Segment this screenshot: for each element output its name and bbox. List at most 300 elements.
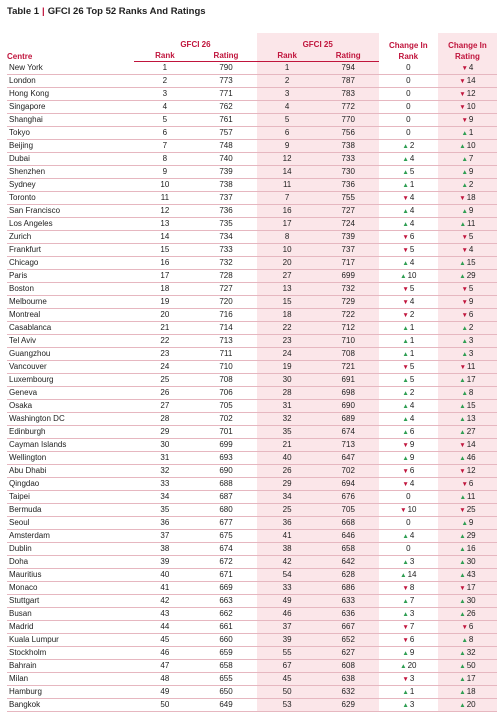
cell-centre: Wellington bbox=[7, 451, 134, 464]
cell-rank-26: 37 bbox=[134, 529, 195, 542]
cell-change-rank: ▲ 7 bbox=[379, 594, 438, 607]
cell-rank-26: 2 bbox=[134, 74, 195, 87]
cell-change-rank: ▲ 4 bbox=[379, 412, 438, 425]
cell-rank-26: 24 bbox=[134, 360, 195, 373]
cell-rank-26: 49 bbox=[134, 685, 195, 698]
cell-rank-26: 23 bbox=[134, 347, 195, 360]
cell-centre: Singapore bbox=[7, 100, 134, 113]
header-rank-26: Rank bbox=[134, 50, 195, 62]
table-row bbox=[7, 477, 497, 490]
table-row bbox=[7, 620, 497, 633]
header-change-rating: Change In Rating bbox=[438, 33, 497, 62]
header-centre: Centre bbox=[7, 51, 33, 61]
cell-rating-26: 714 bbox=[195, 321, 256, 334]
cell-rating-26: 708 bbox=[195, 373, 256, 386]
table-row bbox=[7, 516, 497, 529]
cell-rank-25: 9 bbox=[257, 139, 318, 152]
cell-rating-26: 713 bbox=[195, 334, 256, 347]
cell-rating-26: 732 bbox=[195, 256, 256, 269]
cell-rating-26: 672 bbox=[195, 555, 256, 568]
cell-rating-26: 748 bbox=[195, 139, 256, 152]
cell-rating-26: 687 bbox=[195, 490, 256, 503]
cell-change-rank: ▼ 4 bbox=[379, 477, 438, 490]
cell-rank-26: 17 bbox=[134, 269, 195, 282]
cell-rating-25: 699 bbox=[318, 269, 379, 282]
caption-label: Table 1 bbox=[7, 6, 40, 17]
cell-change-rating: ▲ 13 bbox=[438, 412, 497, 425]
cell-rating-25: 783 bbox=[318, 87, 379, 100]
cell-rank-25: 13 bbox=[257, 282, 318, 295]
cell-change-rank: ▲ 4 bbox=[379, 217, 438, 230]
table-row bbox=[7, 373, 497, 386]
cell-change-rank: ▲ 4 bbox=[379, 256, 438, 269]
cell-change-rank: ▼ 8 bbox=[379, 581, 438, 594]
cell-rank-25: 21 bbox=[257, 438, 318, 451]
cell-centre: Shanghai bbox=[7, 113, 134, 126]
table-body bbox=[7, 62, 497, 712]
cell-change-rating: ▲ 43 bbox=[438, 568, 497, 581]
cell-rank-25: 26 bbox=[257, 464, 318, 477]
cell-rank-25: 40 bbox=[257, 451, 318, 464]
cell-rank-25: 49 bbox=[257, 594, 318, 607]
cell-rank-25: 32 bbox=[257, 412, 318, 425]
table-row bbox=[7, 74, 497, 87]
cell-change-rating: ▲ 18 bbox=[438, 685, 497, 698]
cell-rank-25: 14 bbox=[257, 165, 318, 178]
cell-change-rating: ▼ 11 bbox=[438, 360, 497, 373]
cell-change-rank: ▲ 5 bbox=[379, 165, 438, 178]
cell-centre: Hong Kong bbox=[7, 87, 134, 100]
cell-rating-26: 790 bbox=[195, 62, 256, 75]
cell-rating-26: 662 bbox=[195, 607, 256, 620]
cell-change-rank: ▼ 5 bbox=[379, 243, 438, 256]
cell-change-rank: ▼ 7 bbox=[379, 620, 438, 633]
table-row bbox=[7, 256, 497, 269]
cell-change-rating: ▲ 30 bbox=[438, 555, 497, 568]
cell-rating-26: 773 bbox=[195, 74, 256, 87]
cell-change-rank: 0 bbox=[379, 62, 438, 75]
cell-change-rating: ▲ 17 bbox=[438, 672, 497, 685]
cell-centre: Edinburgh bbox=[7, 425, 134, 438]
cell-rank-25: 25 bbox=[257, 503, 318, 516]
cell-change-rank: 0 bbox=[379, 126, 438, 139]
cell-rating-26: 738 bbox=[195, 178, 256, 191]
cell-rank-25: 12 bbox=[257, 152, 318, 165]
cell-rating-25: 712 bbox=[318, 321, 379, 334]
cell-rating-26: 675 bbox=[195, 529, 256, 542]
table-row bbox=[7, 321, 497, 334]
cell-rating-26: 710 bbox=[195, 360, 256, 373]
cell-rank-25: 2 bbox=[257, 74, 318, 87]
cell-rating-25: 727 bbox=[318, 204, 379, 217]
cell-rank-25: 46 bbox=[257, 607, 318, 620]
cell-rank-26: 38 bbox=[134, 542, 195, 555]
cell-change-rank: ▲ 4 bbox=[379, 399, 438, 412]
cell-change-rating: ▼ 10 bbox=[438, 100, 497, 113]
table-row bbox=[7, 529, 497, 542]
cell-change-rating: ▲ 15 bbox=[438, 256, 497, 269]
cell-change-rank: 0 bbox=[379, 516, 438, 529]
cell-rank-26: 39 bbox=[134, 555, 195, 568]
table-row bbox=[7, 451, 497, 464]
cell-rank-26: 8 bbox=[134, 152, 195, 165]
cell-change-rank: ▲ 2 bbox=[379, 386, 438, 399]
table-row bbox=[7, 542, 497, 555]
cell-change-rank: 0 bbox=[379, 542, 438, 555]
cell-rank-26: 19 bbox=[134, 295, 195, 308]
cell-rank-25: 42 bbox=[257, 555, 318, 568]
cell-change-rating: ▼ 4 bbox=[438, 243, 497, 256]
cell-change-rating: ▲ 3 bbox=[438, 334, 497, 347]
cell-centre: Sydney bbox=[7, 178, 134, 191]
cell-rating-25: 755 bbox=[318, 191, 379, 204]
cell-rank-25: 39 bbox=[257, 633, 318, 646]
cell-rank-25: 30 bbox=[257, 373, 318, 386]
cell-rank-25: 16 bbox=[257, 204, 318, 217]
cell-change-rank: ▲ 1 bbox=[379, 334, 438, 347]
cell-change-rank: ▼ 2 bbox=[379, 308, 438, 321]
table-row bbox=[7, 685, 497, 698]
table-row bbox=[7, 360, 497, 373]
table-row bbox=[7, 295, 497, 308]
cell-rating-25: 772 bbox=[318, 100, 379, 113]
cell-change-rating: ▼ 12 bbox=[438, 87, 497, 100]
cell-change-rank: ▼ 5 bbox=[379, 282, 438, 295]
cell-rating-26: 677 bbox=[195, 516, 256, 529]
cell-rank-25: 55 bbox=[257, 646, 318, 659]
cell-rank-25: 10 bbox=[257, 243, 318, 256]
cell-rank-25: 34 bbox=[257, 490, 318, 503]
cell-change-rating: ▲ 7 bbox=[438, 152, 497, 165]
cell-change-rating: ▲ 11 bbox=[438, 217, 497, 230]
cell-centre: Doha bbox=[7, 555, 134, 568]
table-row bbox=[7, 87, 497, 100]
cell-rank-26: 32 bbox=[134, 464, 195, 477]
cell-centre: Chicago bbox=[7, 256, 134, 269]
cell-rating-25: 658 bbox=[318, 542, 379, 555]
cell-rating-25: 629 bbox=[318, 698, 379, 711]
table-row bbox=[7, 425, 497, 438]
table-row bbox=[7, 191, 497, 204]
cell-change-rank: ▲ 3 bbox=[379, 555, 438, 568]
table-row bbox=[7, 490, 497, 503]
cell-change-rating: ▲ 29 bbox=[438, 269, 497, 282]
cell-centre: Toronto bbox=[7, 191, 134, 204]
cell-change-rank: ▼ 4 bbox=[379, 295, 438, 308]
cell-rank-26: 16 bbox=[134, 256, 195, 269]
cell-change-rank: ▲ 1 bbox=[379, 347, 438, 360]
cell-rating-26: 716 bbox=[195, 308, 256, 321]
cell-rank-25: 28 bbox=[257, 386, 318, 399]
cell-centre: Seoul bbox=[7, 516, 134, 529]
table-row bbox=[7, 646, 497, 659]
cell-rank-26: 40 bbox=[134, 568, 195, 581]
table-row bbox=[7, 204, 497, 217]
cell-rating-26: 655 bbox=[195, 672, 256, 685]
cell-change-rating: ▲ 9 bbox=[438, 165, 497, 178]
cell-rank-25: 5 bbox=[257, 113, 318, 126]
cell-rank-25: 8 bbox=[257, 230, 318, 243]
cell-rank-25: 6 bbox=[257, 126, 318, 139]
cell-rank-26: 41 bbox=[134, 581, 195, 594]
cell-change-rating: ▲ 3 bbox=[438, 347, 497, 360]
cell-change-rank: ▲ 3 bbox=[379, 607, 438, 620]
cell-centre: Hamburg bbox=[7, 685, 134, 698]
cell-centre: Cayman Islands bbox=[7, 438, 134, 451]
cell-rating-25: 636 bbox=[318, 607, 379, 620]
table-row bbox=[7, 568, 497, 581]
cell-change-rank: ▼ 6 bbox=[379, 464, 438, 477]
cell-rank-25: 53 bbox=[257, 698, 318, 711]
cell-centre: San Francisco bbox=[7, 204, 134, 217]
cell-change-rank: ▼ 9 bbox=[379, 438, 438, 451]
cell-change-rating: ▼ 9 bbox=[438, 113, 497, 126]
cell-rating-26: 693 bbox=[195, 451, 256, 464]
cell-rank-25: 27 bbox=[257, 269, 318, 282]
cell-rating-26: 659 bbox=[195, 646, 256, 659]
cell-change-rating: ▲ 30 bbox=[438, 594, 497, 607]
cell-rating-25: 708 bbox=[318, 347, 379, 360]
cell-change-rank: ▲ 1 bbox=[379, 685, 438, 698]
cell-rank-25: 67 bbox=[257, 659, 318, 672]
cell-change-rating: ▼ 5 bbox=[438, 282, 497, 295]
cell-change-rating: ▼ 5 bbox=[438, 230, 497, 243]
cell-rank-25: 33 bbox=[257, 581, 318, 594]
cell-rank-26: 25 bbox=[134, 373, 195, 386]
cell-centre: Taipei bbox=[7, 490, 134, 503]
cell-rating-25: 674 bbox=[318, 425, 379, 438]
cell-rank-25: 22 bbox=[257, 321, 318, 334]
cell-change-rating: ▲ 2 bbox=[438, 321, 497, 334]
cell-rating-26: 737 bbox=[195, 191, 256, 204]
cell-rating-25: 694 bbox=[318, 477, 379, 490]
cell-rank-25: 17 bbox=[257, 217, 318, 230]
cell-rating-26: 720 bbox=[195, 295, 256, 308]
cell-change-rank: ▲ 10 bbox=[379, 269, 438, 282]
cell-centre: Stuttgart bbox=[7, 594, 134, 607]
cell-change-rating: ▼ 14 bbox=[438, 438, 497, 451]
cell-rating-25: 689 bbox=[318, 412, 379, 425]
cell-rating-26: 734 bbox=[195, 230, 256, 243]
cell-rating-26: 649 bbox=[195, 698, 256, 711]
cell-rank-25: 7 bbox=[257, 191, 318, 204]
cell-rank-26: 42 bbox=[134, 594, 195, 607]
cell-rank-25: 15 bbox=[257, 295, 318, 308]
cell-rating-25: 642 bbox=[318, 555, 379, 568]
cell-change-rating: ▲ 20 bbox=[438, 698, 497, 711]
cell-centre: Bangkok bbox=[7, 698, 134, 711]
cell-rating-26: 727 bbox=[195, 282, 256, 295]
cell-change-rating: ▲ 27 bbox=[438, 425, 497, 438]
cell-change-rating: ▲ 15 bbox=[438, 399, 497, 412]
cell-rank-26: 6 bbox=[134, 126, 195, 139]
cell-change-rank: ▲ 4 bbox=[379, 204, 438, 217]
cell-rank-26: 22 bbox=[134, 334, 195, 347]
cell-change-rating: ▲ 10 bbox=[438, 139, 497, 152]
table-row bbox=[7, 412, 497, 425]
header-gfci25: GFCI 25 bbox=[257, 33, 379, 50]
cell-rank-26: 18 bbox=[134, 282, 195, 295]
cell-change-rank: 0 bbox=[379, 490, 438, 503]
cell-rank-26: 33 bbox=[134, 477, 195, 490]
cell-rank-25: 3 bbox=[257, 87, 318, 100]
cell-centre: Stockholm bbox=[7, 646, 134, 659]
cell-rating-26: 688 bbox=[195, 477, 256, 490]
cell-rank-26: 31 bbox=[134, 451, 195, 464]
cell-rating-26: 690 bbox=[195, 464, 256, 477]
cell-rating-25: 686 bbox=[318, 581, 379, 594]
cell-rating-25: 730 bbox=[318, 165, 379, 178]
cell-rating-25: 713 bbox=[318, 438, 379, 451]
table-row bbox=[7, 503, 497, 516]
cell-centre: Busan bbox=[7, 607, 134, 620]
cell-rank-25: 20 bbox=[257, 256, 318, 269]
cell-rank-25: 35 bbox=[257, 425, 318, 438]
table-row bbox=[7, 126, 497, 139]
table-row bbox=[7, 594, 497, 607]
cell-change-rank: ▲ 4 bbox=[379, 529, 438, 542]
cell-change-rating: ▼ 6 bbox=[438, 477, 497, 490]
cell-rating-25: 690 bbox=[318, 399, 379, 412]
table-row bbox=[7, 62, 497, 75]
cell-rank-26: 35 bbox=[134, 503, 195, 516]
header-gfci26: GFCI 26 bbox=[180, 40, 211, 49]
cell-change-rank: ▲ 1 bbox=[379, 321, 438, 334]
cell-rank-25: 38 bbox=[257, 542, 318, 555]
cell-rating-26: 658 bbox=[195, 659, 256, 672]
cell-rating-25: 739 bbox=[318, 230, 379, 243]
cell-change-rating: ▼ 14 bbox=[438, 74, 497, 87]
table-row bbox=[7, 308, 497, 321]
table-row bbox=[7, 555, 497, 568]
cell-rating-25: 722 bbox=[318, 308, 379, 321]
table-row bbox=[7, 399, 497, 412]
table-row bbox=[7, 698, 497, 711]
cell-centre: Paris bbox=[7, 269, 134, 282]
cell-rating-26: 674 bbox=[195, 542, 256, 555]
cell-rank-26: 3 bbox=[134, 87, 195, 100]
cell-rating-26: 757 bbox=[195, 126, 256, 139]
cell-rating-25: 737 bbox=[318, 243, 379, 256]
cell-centre: Beijing bbox=[7, 139, 134, 152]
cell-centre: Qingdao bbox=[7, 477, 134, 490]
cell-centre: Los Angeles bbox=[7, 217, 134, 230]
table-row bbox=[7, 633, 497, 646]
cell-rank-25: 50 bbox=[257, 685, 318, 698]
cell-change-rank: ▼ 4 bbox=[379, 191, 438, 204]
cell-change-rating: ▼ 18 bbox=[438, 191, 497, 204]
cell-rating-26: 728 bbox=[195, 269, 256, 282]
cell-rank-26: 13 bbox=[134, 217, 195, 230]
table-row bbox=[7, 282, 497, 295]
cell-rank-25: 29 bbox=[257, 477, 318, 490]
cell-rating-26: 771 bbox=[195, 87, 256, 100]
cell-centre: Osaka bbox=[7, 399, 134, 412]
cell-rank-25: 37 bbox=[257, 620, 318, 633]
cell-change-rating: ▼ 6 bbox=[438, 620, 497, 633]
cell-rating-26: 699 bbox=[195, 438, 256, 451]
cell-rating-26: 733 bbox=[195, 243, 256, 256]
cell-change-rank: ▲ 3 bbox=[379, 698, 438, 711]
cell-rating-26: 735 bbox=[195, 217, 256, 230]
cell-rating-26: 669 bbox=[195, 581, 256, 594]
table-row bbox=[7, 464, 497, 477]
table-row bbox=[7, 334, 497, 347]
cell-centre: Guangzhou bbox=[7, 347, 134, 360]
cell-centre: Milan bbox=[7, 672, 134, 685]
cell-rank-25: 24 bbox=[257, 347, 318, 360]
cell-rating-25: 647 bbox=[318, 451, 379, 464]
cell-rating-26: 650 bbox=[195, 685, 256, 698]
cell-rating-25: 691 bbox=[318, 373, 379, 386]
cell-rank-26: 11 bbox=[134, 191, 195, 204]
cell-rank-25: 18 bbox=[257, 308, 318, 321]
cell-change-rank: ▲ 6 bbox=[379, 425, 438, 438]
cell-change-rank: ▼ 6 bbox=[379, 230, 438, 243]
table-row bbox=[7, 607, 497, 620]
cell-rating-25: 738 bbox=[318, 139, 379, 152]
cell-rank-26: 9 bbox=[134, 165, 195, 178]
cell-rating-25: 732 bbox=[318, 282, 379, 295]
cell-change-rating: ▲ 50 bbox=[438, 659, 497, 672]
cell-centre: Geneva bbox=[7, 386, 134, 399]
cell-rating-25: 633 bbox=[318, 594, 379, 607]
cell-rating-25: 729 bbox=[318, 295, 379, 308]
cell-rating-25: 667 bbox=[318, 620, 379, 633]
cell-rating-26: 762 bbox=[195, 100, 256, 113]
cell-rank-26: 26 bbox=[134, 386, 195, 399]
cell-rating-25: 721 bbox=[318, 360, 379, 373]
cell-rank-26: 50 bbox=[134, 698, 195, 711]
cell-rank-26: 29 bbox=[134, 425, 195, 438]
table-row bbox=[7, 269, 497, 282]
table-row bbox=[7, 217, 497, 230]
cell-centre: Kuala Lumpur bbox=[7, 633, 134, 646]
cell-centre: Montreal bbox=[7, 308, 134, 321]
cell-rating-25: 638 bbox=[318, 672, 379, 685]
caption-title: GFCI 26 Top 52 Ranks And Ratings bbox=[47, 6, 206, 17]
table-row bbox=[7, 230, 497, 243]
cell-change-rating: ▼ 6 bbox=[438, 308, 497, 321]
cell-centre: Vancouver bbox=[7, 360, 134, 373]
cell-rank-25: 11 bbox=[257, 178, 318, 191]
cell-rating-25: 628 bbox=[318, 568, 379, 581]
cell-change-rating: ▲ 17 bbox=[438, 373, 497, 386]
cell-rating-26: 702 bbox=[195, 412, 256, 425]
cell-rating-26: 761 bbox=[195, 113, 256, 126]
table-row bbox=[7, 165, 497, 178]
cell-centre: Mauritius bbox=[7, 568, 134, 581]
cell-centre: Boston bbox=[7, 282, 134, 295]
cell-rating-25: 698 bbox=[318, 386, 379, 399]
cell-rank-26: 12 bbox=[134, 204, 195, 217]
table-row bbox=[7, 100, 497, 113]
cell-rank-26: 14 bbox=[134, 230, 195, 243]
cell-change-rating: ▼ 17 bbox=[438, 581, 497, 594]
cell-rank-25: 19 bbox=[257, 360, 318, 373]
cell-rating-26: 671 bbox=[195, 568, 256, 581]
cell-rank-26: 10 bbox=[134, 178, 195, 191]
cell-change-rating: ▲ 9 bbox=[438, 204, 497, 217]
table-row bbox=[7, 581, 497, 594]
cell-centre: Dubai bbox=[7, 152, 134, 165]
cell-rating-25: 717 bbox=[318, 256, 379, 269]
cell-centre: Monaco bbox=[7, 581, 134, 594]
cell-rank-26: 46 bbox=[134, 646, 195, 659]
cell-rating-25: 710 bbox=[318, 334, 379, 347]
cell-centre: Shenzhen bbox=[7, 165, 134, 178]
cell-rank-25: 36 bbox=[257, 516, 318, 529]
